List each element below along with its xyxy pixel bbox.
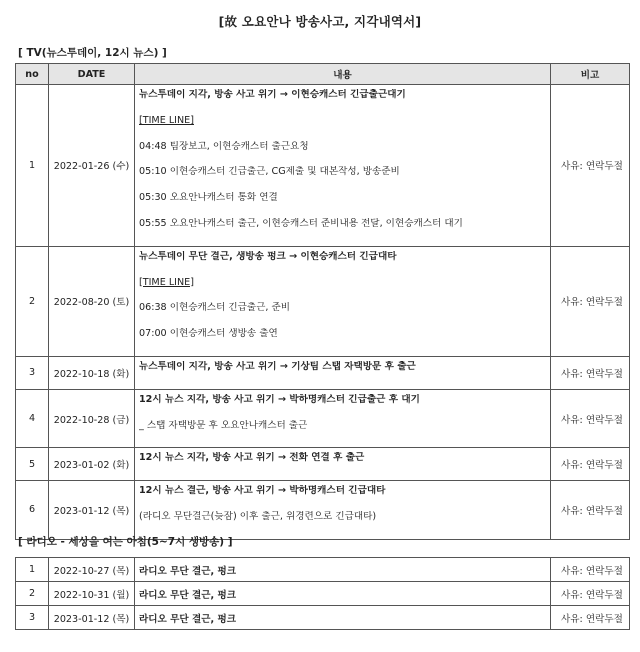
- row-note: 사유: 연락두절: [551, 356, 630, 389]
- row-headline: 12시 뉴스 지각, 방송 사고 위기 → 박하명캐스터 긴급출근 후 대기: [139, 393, 420, 405]
- table-row: [16, 481, 630, 540]
- row-date: 2023-01-12 (목): [49, 481, 135, 540]
- header-note: 비고: [551, 64, 630, 85]
- row-date: 2022-01-26 (수): [49, 85, 135, 247]
- row-detail-line: [TIME LINE]: [139, 114, 194, 126]
- row-number: 4: [16, 389, 49, 448]
- row-note: 사유: 연락두절: [551, 582, 630, 606]
- row-date: 2022-08-20 (토): [49, 246, 135, 356]
- row-note: 사유: 연락두절: [551, 606, 630, 630]
- tv-table: [15, 63, 630, 540]
- radio-section-label: [ 라디오 - 세상을 여는 아침(5~7시 생방송) ]: [18, 536, 233, 548]
- row-date: 2023-01-02 (화): [49, 448, 135, 481]
- row-content: 라디오 무단 결근, 펑크: [135, 582, 551, 606]
- row-note: 사유: 연락두절: [551, 558, 630, 582]
- row-headline: 뉴스투데이 무단 결근, 생방송 펑크 → 이현승캐스터 긴급대타: [139, 250, 397, 262]
- table-row: [16, 389, 630, 448]
- row-content: 라디오 무단 결근, 펑크: [135, 606, 551, 630]
- header-no: no: [16, 64, 49, 85]
- row-headline: 뉴스투데이 지각, 방송 사고 위기 → 이현승캐스터 긴급출근대기: [139, 89, 406, 100]
- row-detail-line: (라디오 무단결근(늦잠) 이후 출근, 위경련으로 긴급대타): [139, 510, 377, 522]
- row-detail-line: 05:30 오요안나캐스터 통화 연결: [139, 192, 278, 204]
- row-content: [135, 246, 551, 356]
- row-number: 1: [16, 85, 49, 247]
- table-row: [16, 448, 630, 481]
- row-headline: 뉴스투데이 지각, 방송 사고 위기 → 기상팀 스탭 자택방문 후 출근: [139, 360, 416, 372]
- row-number: 1: [16, 558, 49, 582]
- row-number: 3: [16, 606, 49, 630]
- table-row: [16, 85, 630, 247]
- table-row: [16, 558, 630, 582]
- row-note: 사유: 연락두절: [551, 389, 630, 448]
- row-detail-line: _ 스탭 자택방문 후 오요안나캐스터 출근: [139, 419, 308, 431]
- row-detail-line: 05:10 이현승캐스터 긴급출근, CG제출 및 대본작성, 방송준비: [139, 166, 400, 178]
- row-note: 사유: 연락두절: [551, 246, 630, 356]
- row-number: 2: [16, 246, 49, 356]
- row-date: 2022-10-27 (목): [49, 558, 135, 582]
- row-content: [135, 481, 551, 540]
- row-content: [135, 448, 551, 481]
- row-headline: 12시 뉴스 지각, 방송 사고 위기 → 전화 연결 후 출근: [139, 452, 365, 464]
- row-detail-line: 06:38 이현승캐스터 긴급출근, 준비: [139, 302, 291, 314]
- row-headline: 12시 뉴스 결근, 방송 사고 위기 → 박하명캐스터 긴급대타: [139, 485, 386, 497]
- row-number: 2: [16, 582, 49, 606]
- tv-table-body: [16, 85, 630, 540]
- table-row: [16, 356, 630, 389]
- radio-table: [15, 557, 630, 630]
- radio-table-body: [16, 558, 630, 630]
- row-note: 사유: 연락두절: [551, 85, 630, 247]
- row-content: [135, 356, 551, 389]
- row-number: 5: [16, 448, 49, 481]
- row-content: [135, 85, 551, 247]
- row-number: 3: [16, 356, 49, 389]
- row-content: 라디오 무단 결근, 펑크: [135, 558, 551, 582]
- row-date: 2023-01-12 (목): [49, 606, 135, 630]
- row-number: 6: [16, 481, 49, 540]
- table-row: [16, 246, 630, 356]
- table-row: [16, 582, 630, 606]
- row-detail-line: 05:55 오요안나캐스터 출근, 이현승캐스터 준비내용 전달, 이현승캐스터 대기: [139, 217, 463, 229]
- row-content: [135, 389, 551, 448]
- table-row: [16, 606, 630, 630]
- row-note: 사유: 연락두절: [551, 481, 630, 540]
- document-title: [故 오요안나 방송사고, 지각내역서]: [218, 14, 422, 29]
- row-detail-line: [TIME LINE]: [139, 276, 194, 288]
- row-date: 2022-10-28 (금): [49, 389, 135, 448]
- tv-section-label: [ TV(뉴스투데이, 12시 뉴스) ]: [18, 47, 167, 59]
- row-detail-line: 04:48 팀장보고, 이현승캐스터 출근요청: [139, 140, 309, 152]
- header-content: 내용: [135, 64, 551, 85]
- row-detail-line: 07:00 이현승캐스터 생방송 출연: [139, 328, 278, 340]
- header-date: DATE: [49, 64, 135, 85]
- row-note: 사유: 연락두절: [551, 448, 630, 481]
- tv-table-header-row: [16, 64, 630, 85]
- row-date: 2022-10-18 (화): [49, 356, 135, 389]
- row-date: 2022-10-31 (월): [49, 582, 135, 606]
